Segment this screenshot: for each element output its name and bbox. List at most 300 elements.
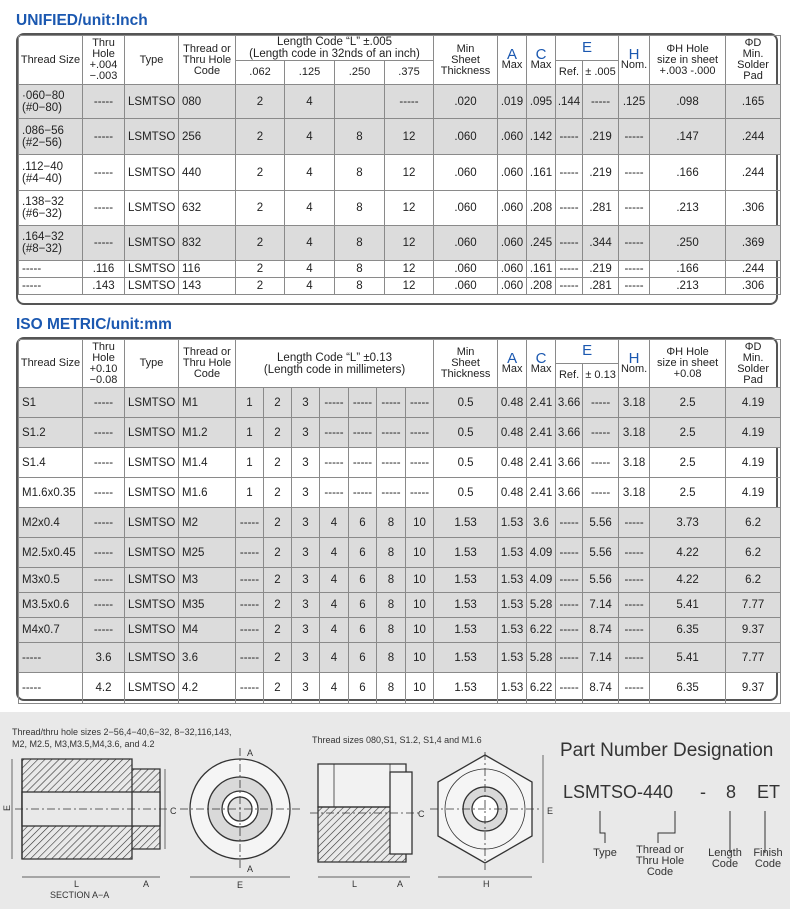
table-cell: 2	[264, 618, 292, 643]
table-cell: M1.4	[179, 448, 236, 478]
table-row	[19, 478, 781, 508]
note-thread-sizes-mid: Thread sizes 080,S1, S1.2, S1,4 and M1.6	[312, 735, 482, 745]
table-cell: -----	[556, 191, 583, 226]
table-cell: 3.66	[556, 418, 583, 448]
header-thread-size: Thread Size	[19, 340, 83, 388]
header-min-sheet: Min Sheet Thickness	[434, 36, 498, 85]
table-cell: .213	[650, 191, 726, 226]
header-thread-size: Thread Size	[19, 36, 83, 85]
table-cell: 10	[406, 568, 434, 593]
unified-table	[16, 33, 778, 305]
table-cell: -----	[83, 119, 125, 155]
table-cell: .250	[650, 226, 726, 261]
table-cell: .281	[583, 278, 619, 295]
header-length-code: Length Code “L” ±.005 (Length code in 32nds of an inch)	[236, 36, 434, 61]
table-cell: 6.35	[650, 618, 726, 643]
table-cell: .060	[434, 278, 498, 295]
table-cell: -----	[619, 568, 650, 593]
table-cell: 8	[377, 618, 406, 643]
table-cell: -----	[83, 568, 125, 593]
table-cell: 8	[335, 278, 385, 295]
unified-rows	[19, 85, 781, 295]
table-cell: 0.5	[434, 448, 498, 478]
table-cell: 3	[292, 643, 320, 673]
table-cell: -----	[83, 448, 125, 478]
pn-label-thread: Thread or Thru Hole Code	[635, 844, 685, 878]
table-cell: -----	[556, 226, 583, 261]
table-cell: 8	[335, 119, 385, 155]
header-length-250: .250	[335, 61, 385, 85]
table-cell: S1.2	[19, 418, 83, 448]
table-row	[19, 448, 781, 478]
table-cell: 2	[236, 155, 285, 191]
table-cell: 2	[264, 673, 292, 704]
table-cell: 5.56	[583, 538, 619, 568]
table-cell: .161	[527, 155, 556, 191]
table-cell: M2	[179, 508, 236, 538]
table-cell: .060	[434, 226, 498, 261]
table-cell: 0.48	[498, 478, 527, 508]
table-cell: .060	[498, 119, 527, 155]
table-cell: LSMTSO	[125, 478, 179, 508]
table-cell: 7.14	[583, 593, 619, 618]
table-cell: -----	[320, 418, 349, 448]
table-cell: 12	[385, 119, 434, 155]
table-cell: 116	[179, 261, 236, 278]
table-cell: 2.5	[650, 478, 726, 508]
pn-length: 8	[726, 782, 737, 802]
table-row	[19, 673, 781, 704]
table-cell: -----	[583, 478, 619, 508]
table-cell: -----	[377, 388, 406, 418]
header-e-tol: ± .005	[583, 61, 619, 85]
table-row	[19, 278, 781, 295]
technical-drawings	[0, 712, 554, 909]
table-cell: -----	[385, 85, 434, 119]
table-cell: 1.53	[498, 508, 527, 538]
table-cell: .219	[583, 155, 619, 191]
table-cell: LSMTSO	[125, 448, 179, 478]
table-cell: 5.56	[583, 568, 619, 593]
table-cell: .161	[527, 261, 556, 278]
table-cell: 4	[320, 568, 349, 593]
table-cell: 3.18	[619, 418, 650, 448]
table-cell: 10	[406, 593, 434, 618]
table-row	[19, 85, 781, 119]
table-cell: 4.19	[726, 418, 781, 448]
table-cell: 4	[320, 508, 349, 538]
table-cell: 6	[349, 538, 377, 568]
table-cell: 6	[349, 618, 377, 643]
table-cell: 1.53	[498, 568, 527, 593]
table-cell: -----	[556, 673, 583, 704]
header-a: A Max	[498, 340, 527, 388]
table-row	[19, 155, 781, 191]
pn-finish: ET	[757, 782, 781, 802]
table-cell: M3x0.5	[19, 568, 83, 593]
table-cell: -----	[320, 388, 349, 418]
table-cell: -----	[349, 418, 377, 448]
table-cell: 4	[320, 643, 349, 673]
table-cell: 1	[236, 478, 264, 508]
table-cell: -----	[377, 418, 406, 448]
table-cell: 2.41	[527, 418, 556, 448]
table-cell: 1	[236, 388, 264, 418]
table-cell: -----	[349, 448, 377, 478]
table-cell: 2	[264, 478, 292, 508]
table-row	[19, 191, 781, 226]
table-cell: 2.41	[527, 478, 556, 508]
table-cell: 7.77	[726, 643, 781, 673]
table-cell: -----	[619, 261, 650, 278]
table-cell: 12	[385, 261, 434, 278]
table-cell: -----	[236, 618, 264, 643]
table-cell: 4	[320, 673, 349, 704]
dim-e-hex: E	[547, 806, 554, 816]
dim-c-hex: C	[418, 809, 425, 819]
table-cell: 4.09	[527, 538, 556, 568]
table-cell: .166	[650, 155, 726, 191]
table-cell: 2	[236, 85, 285, 119]
table-cell: -----	[83, 155, 125, 191]
table-cell: 4.19	[726, 448, 781, 478]
table-cell: -----	[556, 538, 583, 568]
table-cell: 8	[377, 568, 406, 593]
table-cell: 3	[292, 508, 320, 538]
table-cell: 3.66	[556, 448, 583, 478]
table-cell: LSMTSO	[125, 155, 179, 191]
table-cell: -----	[619, 673, 650, 704]
table-cell: 3	[292, 448, 320, 478]
dim-a-hex: A	[397, 879, 404, 889]
table-cell: -----	[556, 261, 583, 278]
metric-table	[16, 337, 778, 701]
table-cell: ·060−80 (#0−80)	[19, 85, 83, 119]
header-c: C Max	[527, 340, 556, 388]
table-cell: .147	[650, 119, 726, 155]
table-cell: 10	[406, 673, 434, 704]
table-cell: S1.4	[19, 448, 83, 478]
table-cell: -----	[19, 643, 83, 673]
table-cell: -----	[83, 508, 125, 538]
table-cell: -----	[556, 278, 583, 295]
table-cell: 0.5	[434, 388, 498, 418]
table-cell: .245	[527, 226, 556, 261]
table-cell: -----	[583, 388, 619, 418]
table-cell: LSMTSO	[125, 388, 179, 418]
table-cell: 10	[406, 618, 434, 643]
table-cell: 4.2	[83, 673, 125, 704]
table-cell: 3.18	[619, 448, 650, 478]
hex-side-view	[310, 764, 420, 877]
table-cell: 2	[264, 418, 292, 448]
table-cell: M25	[179, 538, 236, 568]
table-row	[19, 226, 781, 261]
table-cell: 5.41	[650, 593, 726, 618]
header-e: E	[556, 340, 619, 364]
table-cell: 0.5	[434, 478, 498, 508]
table-cell: 3.66	[556, 388, 583, 418]
table-cell: .060	[434, 261, 498, 278]
table-cell: -----	[556, 618, 583, 643]
table-cell: 12	[385, 155, 434, 191]
table-cell: -----	[83, 85, 125, 119]
table-cell: 256	[179, 119, 236, 155]
table-cell: -----	[236, 508, 264, 538]
table-cell: 1.53	[434, 593, 498, 618]
table-row	[19, 418, 781, 448]
header-min-sheet: Min Sheet Thickness	[434, 340, 498, 388]
table-cell: 080	[179, 85, 236, 119]
table-cell: 2	[264, 568, 292, 593]
table-cell: 10	[406, 508, 434, 538]
table-cell: 0.48	[498, 388, 527, 418]
table-cell: .125	[619, 85, 650, 119]
header-length-125: .125	[285, 61, 335, 85]
table-cell: 2	[264, 448, 292, 478]
table-cell: 3	[292, 538, 320, 568]
table-cell: -----	[619, 508, 650, 538]
table-cell: 3.6	[527, 508, 556, 538]
table-cell: -----	[320, 478, 349, 508]
table-cell: 1.53	[498, 618, 527, 643]
table-cell: .306	[726, 191, 781, 226]
table-cell: -----	[619, 119, 650, 155]
table-cell: -----	[406, 418, 434, 448]
table-cell: 4	[285, 226, 335, 261]
header-h: H Nom.	[619, 340, 650, 388]
table-cell: 3.6	[179, 643, 236, 673]
table-cell: -----	[83, 478, 125, 508]
metric-rows	[19, 388, 781, 704]
table-cell: 2	[264, 388, 292, 418]
table-cell: .208	[527, 278, 556, 295]
table-cell: -----	[583, 448, 619, 478]
table-cell: .020	[434, 85, 498, 119]
table-cell: 5.56	[583, 508, 619, 538]
table-cell: 2.5	[650, 418, 726, 448]
table-cell: LSMTSO	[125, 191, 179, 226]
table-cell: 12	[385, 191, 434, 226]
table-cell: .165	[726, 85, 781, 119]
table-cell: -----	[83, 418, 125, 448]
table-cell: 3.6	[83, 643, 125, 673]
header-thread-code: Thread or Thru Hole Code	[179, 36, 236, 85]
header-h: H Nom.	[619, 36, 650, 85]
table-cell: .213	[650, 278, 726, 295]
table-cell: 12	[385, 278, 434, 295]
table-cell: 1	[236, 418, 264, 448]
table-cell: 8	[377, 538, 406, 568]
table-cell: -----	[619, 155, 650, 191]
dim-l-hex: L	[352, 879, 358, 889]
table-cell: M1.6	[179, 478, 236, 508]
header-e-ref: Ref.	[556, 61, 583, 85]
table-cell: 2	[236, 119, 285, 155]
table-cell: -----	[83, 191, 125, 226]
table-cell: LSMTSO	[125, 643, 179, 673]
table-cell: -----	[619, 538, 650, 568]
table-cell: 2	[236, 278, 285, 295]
table-cell: 4.22	[650, 538, 726, 568]
table-cell: 1	[236, 448, 264, 478]
table-cell: M1.6x0.35	[19, 478, 83, 508]
table-cell: 1.53	[434, 508, 498, 538]
table-cell: 2.5	[650, 448, 726, 478]
table-cell: .244	[726, 261, 781, 278]
table-cell: .060	[498, 226, 527, 261]
table-cell: .369	[726, 226, 781, 261]
table-cell: .142	[527, 119, 556, 155]
table-cell: .281	[583, 191, 619, 226]
table-cell: .306	[726, 278, 781, 295]
table-cell: -----	[583, 85, 619, 119]
header-a: A Max	[498, 36, 527, 85]
table-cell: .060	[498, 155, 527, 191]
dim-l-left: L	[74, 879, 80, 889]
table-cell: 8	[335, 155, 385, 191]
table-cell: 4	[285, 278, 335, 295]
table-cell: 1.53	[434, 643, 498, 673]
table-cell: -----	[19, 261, 83, 278]
table-cell: 8	[335, 261, 385, 278]
table-cell: 7.77	[726, 593, 781, 618]
table-cell: .244	[726, 155, 781, 191]
table-cell: -----	[19, 673, 83, 704]
table-cell: .060	[498, 278, 527, 295]
dim-e-left: E	[2, 804, 12, 811]
pn-label-finish: Finish Code	[753, 847, 783, 870]
header-e-tol: ± 0.13	[583, 364, 619, 388]
header-phi-h: ΦH Hole size in sheet +.003 -.000	[650, 36, 726, 85]
table-row	[19, 261, 781, 278]
table-cell: LSMTSO	[125, 85, 179, 119]
table-cell: -----	[556, 508, 583, 538]
table-cell: 5.28	[527, 643, 556, 673]
table-cell: 10	[406, 643, 434, 673]
drawings-panel	[0, 712, 790, 909]
table-cell: -----	[19, 278, 83, 295]
table-cell: LSMTSO	[125, 673, 179, 704]
table-cell: -----	[349, 388, 377, 418]
table-cell: M3.5x0.6	[19, 593, 83, 618]
table-cell: 0.5	[434, 418, 498, 448]
table-row	[19, 388, 781, 418]
section-label: SECTION A−A	[50, 890, 110, 900]
table-cell: .143	[83, 278, 125, 295]
table-cell: 4.09	[527, 568, 556, 593]
table-cell: M35	[179, 593, 236, 618]
table-cell: 440	[179, 155, 236, 191]
table-cell: 3.18	[619, 478, 650, 508]
table-cell: LSMTSO	[125, 418, 179, 448]
header-length-375: .375	[385, 61, 434, 85]
pn-label-type: Type	[593, 847, 617, 859]
table-cell: 4	[285, 119, 335, 155]
table-cell: -----	[619, 593, 650, 618]
table-cell: 2	[236, 261, 285, 278]
table-cell: 6.22	[527, 673, 556, 704]
table-cell: 2.41	[527, 448, 556, 478]
table-cell: 6.2	[726, 508, 781, 538]
header-length-062: .062	[236, 61, 285, 85]
header-e-ref: Ref.	[556, 364, 583, 388]
table-cell: .116	[83, 261, 125, 278]
table-cell: 3.73	[650, 508, 726, 538]
table-cell: 6.2	[726, 538, 781, 568]
metric-section-title: ISO METRIC/unit:mm	[16, 316, 172, 333]
table-cell: LSMTSO	[125, 508, 179, 538]
table-row	[19, 593, 781, 618]
table-cell: 1.53	[498, 673, 527, 704]
table-cell: 632	[179, 191, 236, 226]
table-cell: 8	[377, 643, 406, 673]
note-thread-sizes-left: Thread/thru hole sizes 2−56,4−40,6−32, 8−32,116,143, M2, M2.5, M3,M3.5,M4,3.6, and 4.2	[12, 727, 232, 749]
table-cell: .166	[650, 261, 726, 278]
table-cell: -----	[556, 119, 583, 155]
dim-h-hex: H	[483, 879, 490, 889]
table-row	[19, 618, 781, 643]
table-cell: .244	[726, 119, 781, 155]
table-cell: S1	[19, 388, 83, 418]
table-cell: .086−56 (#2−56)	[19, 119, 83, 155]
pn-dash: -	[700, 782, 706, 802]
table-cell: 8	[335, 191, 385, 226]
table-cell: 3	[292, 673, 320, 704]
table-cell: LSMTSO	[125, 538, 179, 568]
table-cell: 6	[349, 508, 377, 538]
header-phi-h: ΦH Hole size in sheet +0.08	[650, 340, 726, 388]
table-cell: M1.2	[179, 418, 236, 448]
table-cell: 8	[335, 226, 385, 261]
table-cell: -----	[377, 478, 406, 508]
table-cell: -----	[619, 618, 650, 643]
table-row	[19, 568, 781, 593]
table-cell: 12	[385, 226, 434, 261]
table-cell: .164−32 (#8−32)	[19, 226, 83, 261]
table-cell: 1.53	[498, 643, 527, 673]
table-cell: .208	[527, 191, 556, 226]
table-cell: 3.18	[619, 388, 650, 418]
table-cell: 143	[179, 278, 236, 295]
table-cell: 8.74	[583, 673, 619, 704]
table-cell: 832	[179, 226, 236, 261]
table-cell: LSMTSO	[125, 278, 179, 295]
table-cell: .019	[498, 85, 527, 119]
table-cell: -----	[406, 448, 434, 478]
table-cell: 2	[264, 508, 292, 538]
table-cell: -----	[583, 418, 619, 448]
table-cell: .060	[434, 119, 498, 155]
table-cell: 3	[292, 568, 320, 593]
header-thru-hole: Thru Hole +.004 −.003	[83, 36, 125, 85]
table-cell: -----	[83, 593, 125, 618]
header-phi-d: ΦD Min. Solder Pad	[726, 340, 781, 388]
table-cell: 4	[285, 191, 335, 226]
table-cell	[335, 85, 385, 119]
table-cell: M1	[179, 388, 236, 418]
table-cell: 3	[292, 418, 320, 448]
table-cell: .060	[498, 261, 527, 278]
header-e: E	[556, 36, 619, 61]
header-length-code: Length Code “L” ±0.13 (Length code in millimeters)	[236, 340, 434, 388]
table-cell: 2	[236, 226, 285, 261]
table-cell: -----	[406, 478, 434, 508]
table-cell: 6.2	[726, 568, 781, 593]
table-cell: -----	[377, 448, 406, 478]
table-cell: 4.22	[650, 568, 726, 593]
table-cell: -----	[619, 191, 650, 226]
